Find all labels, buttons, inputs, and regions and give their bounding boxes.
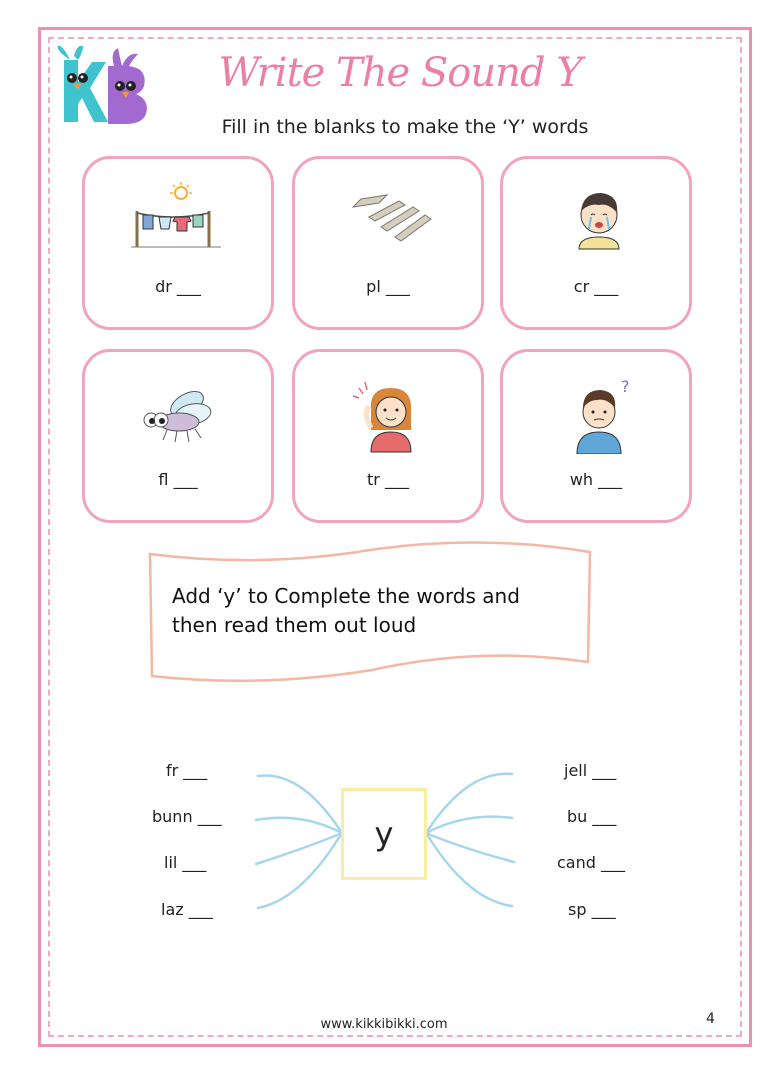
card-word: tr ___ [367, 470, 409, 489]
center-letter-box: y [341, 788, 427, 880]
page-number: 4 [706, 1011, 715, 1027]
web-word-right: sp ___ [568, 900, 616, 919]
card-word: wh ___ [569, 470, 623, 489]
instruction-text: Add ‘y’ to Complete the words and then read them out loud [172, 584, 520, 637]
web-word-right: cand ___ [557, 853, 625, 872]
web-word-right: bu ___ [567, 807, 617, 826]
card-word: cr ___ [573, 277, 619, 296]
web-word-left: fr ___ [166, 761, 208, 780]
web-word-left: lil ___ [164, 853, 207, 872]
page-subtitle: Fill in the blanks to make the ‘Y’ words [221, 116, 589, 138]
card-word: pl ___ [366, 277, 410, 296]
web-word-right: jell ___ [564, 761, 617, 780]
web-word-left: bunn ___ [152, 807, 222, 826]
card-word: dr ___ [155, 277, 201, 296]
web-word-left: laz ___ [161, 900, 213, 919]
card-word: fl ___ [158, 470, 198, 489]
footer-url: www.kikkibikki.com [320, 1017, 448, 1032]
svg-text:?: ? [621, 377, 630, 396]
page-title: Write The Sound Y [218, 50, 582, 96]
